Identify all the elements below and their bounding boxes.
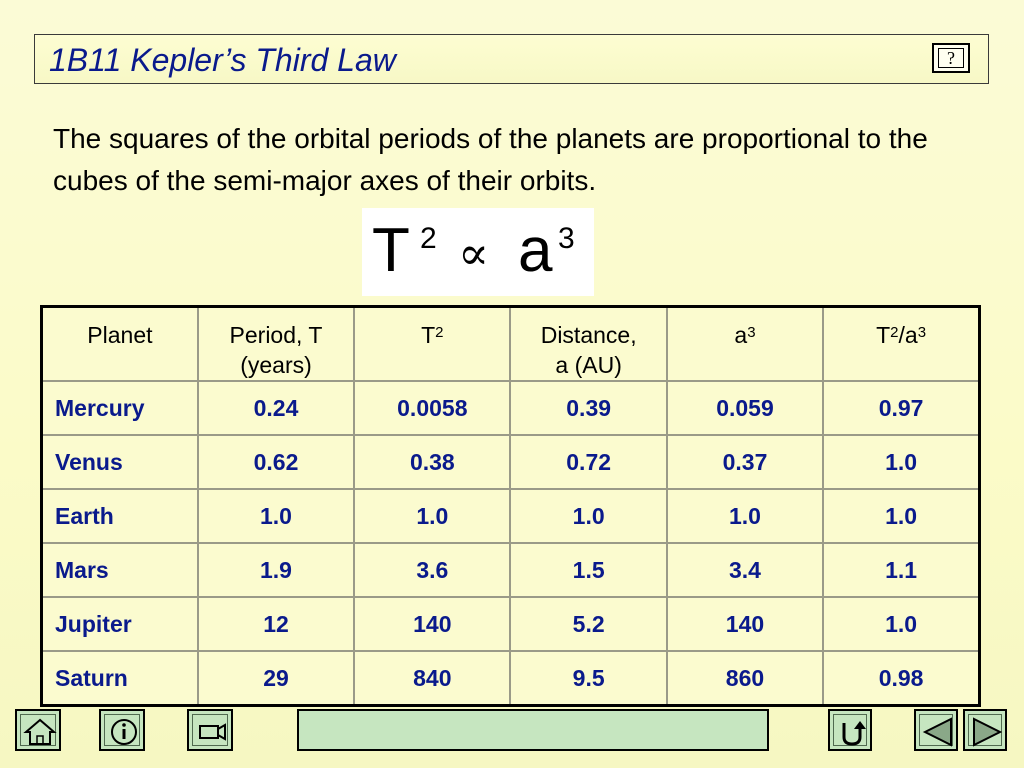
- header-planet: Planet: [42, 307, 198, 382]
- distance-value: 5.2: [510, 597, 666, 651]
- period-value: 0.24: [198, 381, 354, 435]
- planet-name: Earth: [42, 489, 198, 543]
- question-icon: ?: [938, 48, 964, 68]
- return-icon: [830, 711, 874, 753]
- info-button[interactable]: [99, 709, 145, 751]
- a-cubed-value: 140: [667, 597, 823, 651]
- header-a-cubed: $a^3$: [667, 307, 823, 382]
- distance-value: 9.5: [510, 651, 666, 706]
- t-squared-value: 140: [354, 597, 510, 651]
- a-cubed-value: 3.4: [667, 543, 823, 597]
- a-cubed-value: 0.37: [667, 435, 823, 489]
- a-cubed-value: 1.0: [667, 489, 823, 543]
- proportional-symbol: ∝: [458, 226, 490, 280]
- period-value: 0.62: [198, 435, 354, 489]
- table-row: [42, 651, 980, 706]
- ratio-value: 1.1: [823, 543, 979, 597]
- period-value: 12: [198, 597, 354, 651]
- table-row: [42, 381, 980, 435]
- ratio-value: 0.97: [823, 381, 979, 435]
- planet-name: Jupiter: [42, 597, 198, 651]
- ratio-value: 0.98: [823, 651, 979, 706]
- next-button[interactable]: [963, 709, 1007, 751]
- kepler-formula: [362, 208, 594, 296]
- header-period: Period, T (years): [198, 307, 354, 382]
- planet-data-table: [40, 305, 981, 707]
- formula-rhs: a: [518, 216, 553, 285]
- table-row: [42, 543, 980, 597]
- return-button[interactable]: [828, 709, 872, 751]
- table-header-row: [42, 307, 980, 382]
- header-t-squared: $T^2$: [354, 307, 510, 382]
- a-cubed-value: 0.059: [667, 381, 823, 435]
- ratio-value: 1.0: [823, 489, 979, 543]
- ratio-value: 1.0: [823, 597, 979, 651]
- period-value: 1.0: [198, 489, 354, 543]
- title-bar: [34, 34, 989, 84]
- planet-name: Venus: [42, 435, 198, 489]
- distance-value: 1.5: [510, 543, 666, 597]
- t-squared-value: 840: [354, 651, 510, 706]
- distance-value: 1.0: [510, 489, 666, 543]
- t-squared-value: 0.38: [354, 435, 510, 489]
- previous-icon: [916, 711, 960, 753]
- planet-name: Saturn: [42, 651, 198, 706]
- header-ratio: $T^2/a^3$: [823, 307, 979, 382]
- video-button[interactable]: [187, 709, 233, 751]
- distance-value: 0.72: [510, 435, 666, 489]
- distance-value: 0.39: [510, 381, 666, 435]
- formula-rhs-exponent: 3: [558, 222, 575, 255]
- period-value: 1.9: [198, 543, 354, 597]
- formula-lhs: T: [372, 216, 410, 285]
- page-title: 1B11 Kepler’s Third Law: [49, 42, 396, 78]
- table-row: [42, 435, 980, 489]
- planet-name: Mars: [42, 543, 198, 597]
- camera-icon: [189, 711, 235, 753]
- table-row: [42, 489, 980, 543]
- ratio-value: 1.0: [823, 435, 979, 489]
- t-squared-value: 3.6: [354, 543, 510, 597]
- planet-name: Mercury: [42, 381, 198, 435]
- a-cubed-value: 860: [667, 651, 823, 706]
- table-row: [42, 597, 980, 651]
- home-button[interactable]: [15, 709, 61, 751]
- help-button[interactable]: [932, 43, 970, 73]
- nav-status-bar: [297, 709, 769, 751]
- formula-lhs-exponent: 2: [420, 222, 437, 255]
- t-squared-value: 1.0: [354, 489, 510, 543]
- home-icon: [17, 711, 63, 753]
- period-value: 29: [198, 651, 354, 706]
- t-squared-value: 0.0058: [354, 381, 510, 435]
- header-distance: Distance, a (AU): [510, 307, 666, 382]
- intro-text: The squares of the orbital periods of the planets are proportional to the cubes of the semi-major axes of their orbits.: [53, 123, 928, 196]
- next-icon: [965, 711, 1009, 753]
- previous-button[interactable]: [914, 709, 958, 751]
- info-icon: [101, 711, 147, 753]
